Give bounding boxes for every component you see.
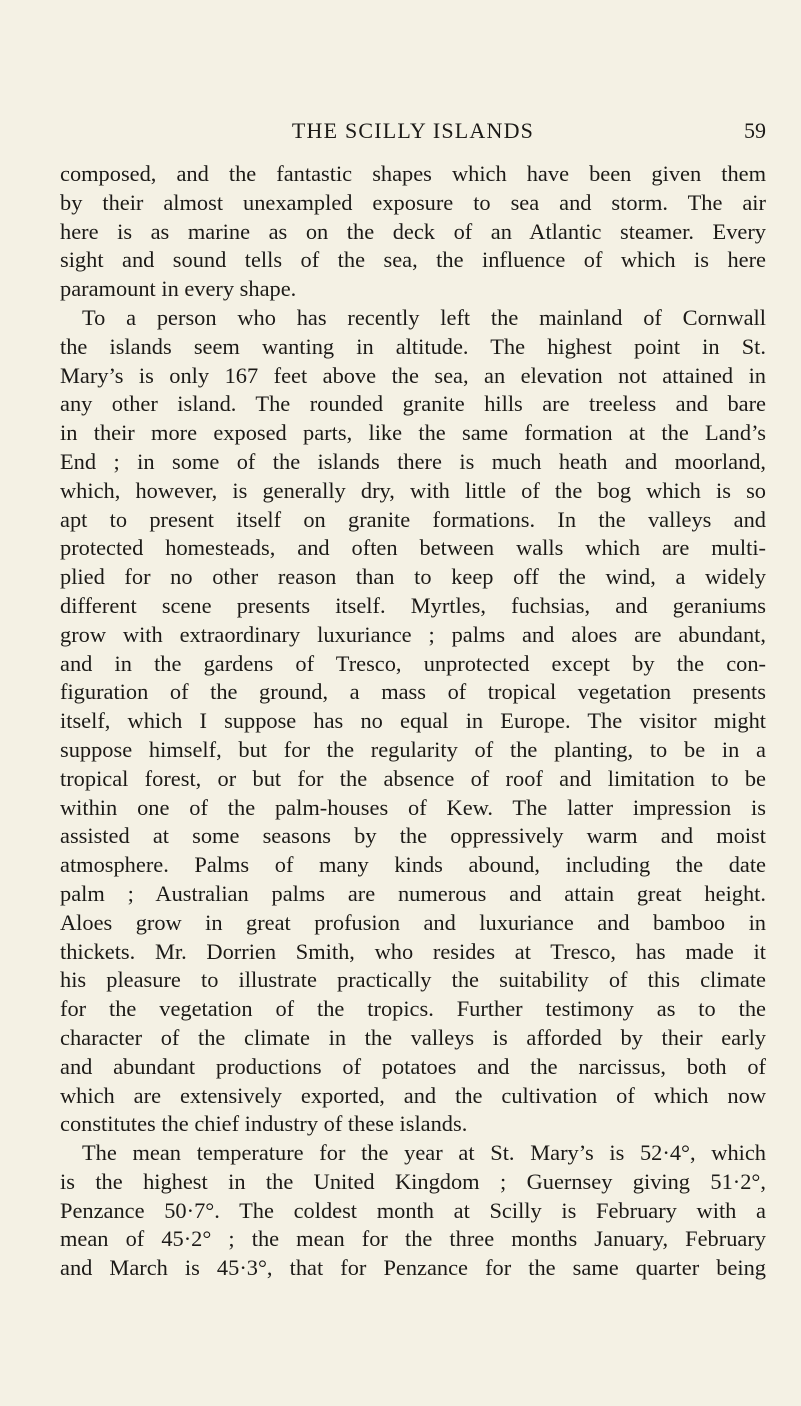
text-line: Mary’s is only 167 feet above the sea, an elevation not attained in (60, 362, 766, 388)
text-line: plied for no other reason than to keep off the wind, a widely (60, 564, 766, 590)
text-line: and March is 45·3°, that for Penzance for the same quarter being (60, 1255, 766, 1281)
text-line: and abundant productions of potatoes and the narcissus, both of (60, 1053, 766, 1079)
text-line: the islands seem wanting in altitude. The highest point in St. (60, 333, 766, 359)
text-line: different scene presents itself. Myrtles, fuchsias, and geraniums (60, 592, 766, 618)
text-line: palm ; Australian palms are numerous and attain great height. (60, 880, 766, 906)
text-line: any other island. The rounded granite hills are treeless and bare (60, 391, 766, 417)
text-line: composed, and the fantastic shapes which have been given them (60, 161, 766, 186)
text-line: constitutes the chief industry of these islands. (60, 1111, 468, 1137)
text-line: his pleasure to illustrate practically the suitability of this climate (60, 967, 766, 993)
text-line: suppose himself, but for the regularity of the planting, to be in a (60, 736, 766, 762)
text-line: which are extensively exported, and the cultivation of which now (60, 1082, 766, 1108)
running-head (60, 118, 766, 152)
text-line: thickets. Mr. Dorrien Smith, who resides at Tresco, has made it (60, 938, 766, 964)
text-line: Penzance 50·7°. The coldest month at Scilly is February with a (60, 1197, 766, 1223)
text-line: protected homesteads, and often between walls which are multi- (60, 535, 766, 561)
text-line: tropical forest, or but for the absence of roof and limitation to be (60, 765, 766, 791)
page-number: 59 (744, 118, 766, 143)
text-line: End ; in some of the islands there is much heath and moorland, (60, 448, 766, 474)
text-line: is the highest in the United Kingdom ; Guernsey giving 51·2°, (60, 1168, 766, 1194)
text-line: and in the gardens of Tresco, unprotected except by the con- (60, 650, 766, 676)
paragraph-start-line: The mean temperature for the year at St. Mary’s is 52·4°, which (82, 1140, 766, 1166)
text-line: sight and sound tells of the sea, the influence of which is here (60, 247, 766, 273)
text-line: for the vegetation of the tropics. Further testimony as to the (60, 996, 766, 1022)
text-line: character of the climate in the valleys is afforded by their early (60, 1024, 766, 1050)
text-line: paramount in every shape. (60, 276, 297, 302)
text-line: by their almost unexampled exposure to sea and storm. The air (60, 189, 766, 215)
text-line: here is as marine as on the deck of an Atlantic steamer. Every (60, 218, 766, 244)
text-line: atmosphere. Palms of many kinds abound, including the date (60, 852, 766, 878)
text-line: assisted at some seasons by the oppressively warm and moist (60, 823, 766, 849)
text-line: itself, which I suppose has no equal in Europe. The visitor might (60, 708, 766, 734)
text-line: mean of 45·2° ; the mean for the three months January, February (60, 1226, 766, 1252)
text-line: Aloes grow in great profusion and luxuriance and bamboo in (60, 909, 766, 935)
text-line: grow with extraordinary luxuriance ; palms and aloes are abundant, (60, 621, 766, 647)
text-line: which, however, is generally dry, with little of the bog which is so (60, 477, 766, 503)
text-line: within one of the palm-houses of Kew. The latter impression is (60, 794, 766, 820)
paragraph-start-line: To a person who has recently left the mainland of Cornwall (82, 304, 766, 330)
running-title: THE SCILLY ISLANDS (291, 118, 535, 143)
body-text (60, 160, 766, 1283)
text-line: apt to present itself on granite formations. In the valleys and (60, 506, 766, 532)
text-line: figuration of the ground, a mass of tropical vegetation presents (60, 679, 766, 705)
text-line: in their more exposed parts, like the same formation at the Land’s (60, 420, 766, 446)
